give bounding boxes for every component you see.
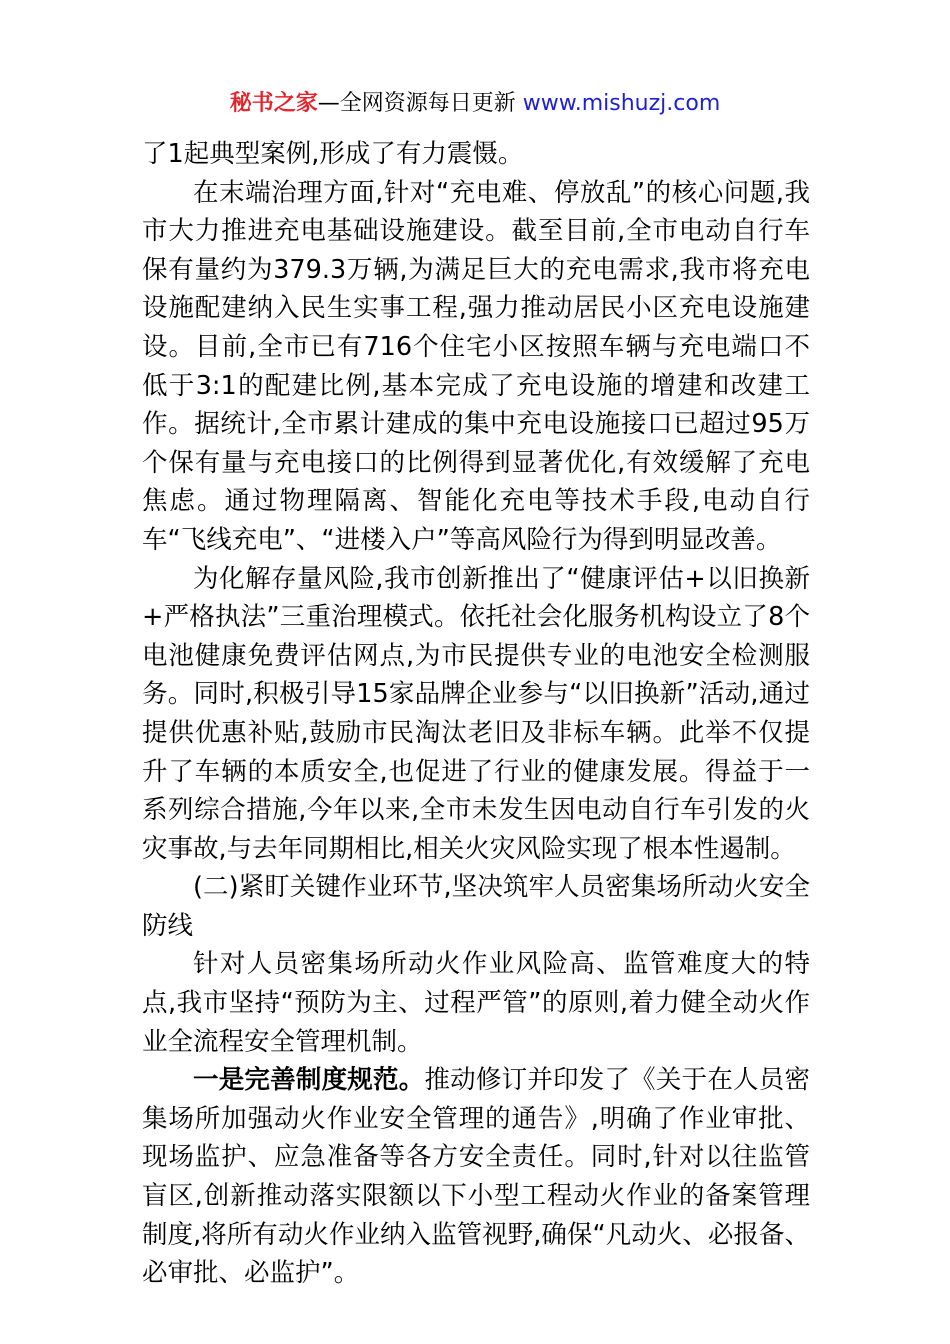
section-heading: (二)紧盯关键作业环节,坚决筑牢人员密集场所动火安全防线 (142, 872, 810, 941)
site-url-link[interactable]: www.mishuzj.com (522, 91, 721, 116)
paragraph-hot-work-intro: 针对人员密集场所动火作业风险高、监管难度大的特点,我市坚持“预防为主、过程严管”的原则,着力健全动火作业全流程安全管理机制。 (142, 949, 810, 1057)
document-body (142, 135, 810, 1293)
header-tagline: —全网资源每日更新 (317, 91, 523, 116)
paragraph-risk-mitigation: 为化解存量风险,我市创新推出了“健康评估+以旧换新+严格执法”三重治理模式。依托社会化服务机构设立了8个电池健康免费评估网点,为市民提供专业的电池安全检测服务。同时,积极引导15家品牌企业参与“以旧换新”活动,通过提供优惠补贴,鼓励市民淘汰老旧及非标车辆。此举不仅提升了车辆的本质安全,也促进了行业的健康发展。得益于一系列综合措施,今年以来,全市未发生因电动自行车引发的火灾事故,与去年同期相比,相关火灾风险实现了根本性遏制。 (142, 563, 810, 864)
paragraph-charging-infrastructure: 在末端治理方面,针对“充电难、停放乱”的核心问题,我市大力推进充电基础设施建设。截至目前,全市电动自行车保有量约为379.3万辆,为满足巨大的充电需求,我市将充电设施配建纳入民生实事工程,强力推动居民小区充电设施建设。目前,全市已有716个住宅小区按照车辆与充电端口不低于3:1的配建比例,基本完成了充电设施的增建和改建工作。据统计,全市累计建成的集中充电设施接口已超过95万个保有量与充电接口的比例得到显著优化,有效缓解了充电焦虑。通过物理隔离、智能化充电等技术手段,电动自行车“飞线充电”、“进楼入户”等高风险行为得到明显改善。 (142, 177, 810, 555)
paragraph-system-standards (142, 1061, 810, 1293)
paragraph-lead-bold: 一是完善制度规范。 (193, 1065, 425, 1096)
paragraph-continuation: 了1起典型案例,形成了有力震慑。 (142, 139, 524, 169)
site-header (0, 88, 950, 120)
paragraph-text: 推动修订并印发了《关于在人员密集场所加强动火作业安全管理的通告》,明确了作业审批、现场监护、应急准备等各方安全责任。同时,针对以往监管盲区,创新推动落实限额以下小型工程动火作业的备案管理制度,将所有动火作业纳入监管视野,确保“凡动火、必报备、必审批、必监护”。 (142, 1065, 810, 1289)
brand-name: 秘书之家 (229, 91, 318, 116)
